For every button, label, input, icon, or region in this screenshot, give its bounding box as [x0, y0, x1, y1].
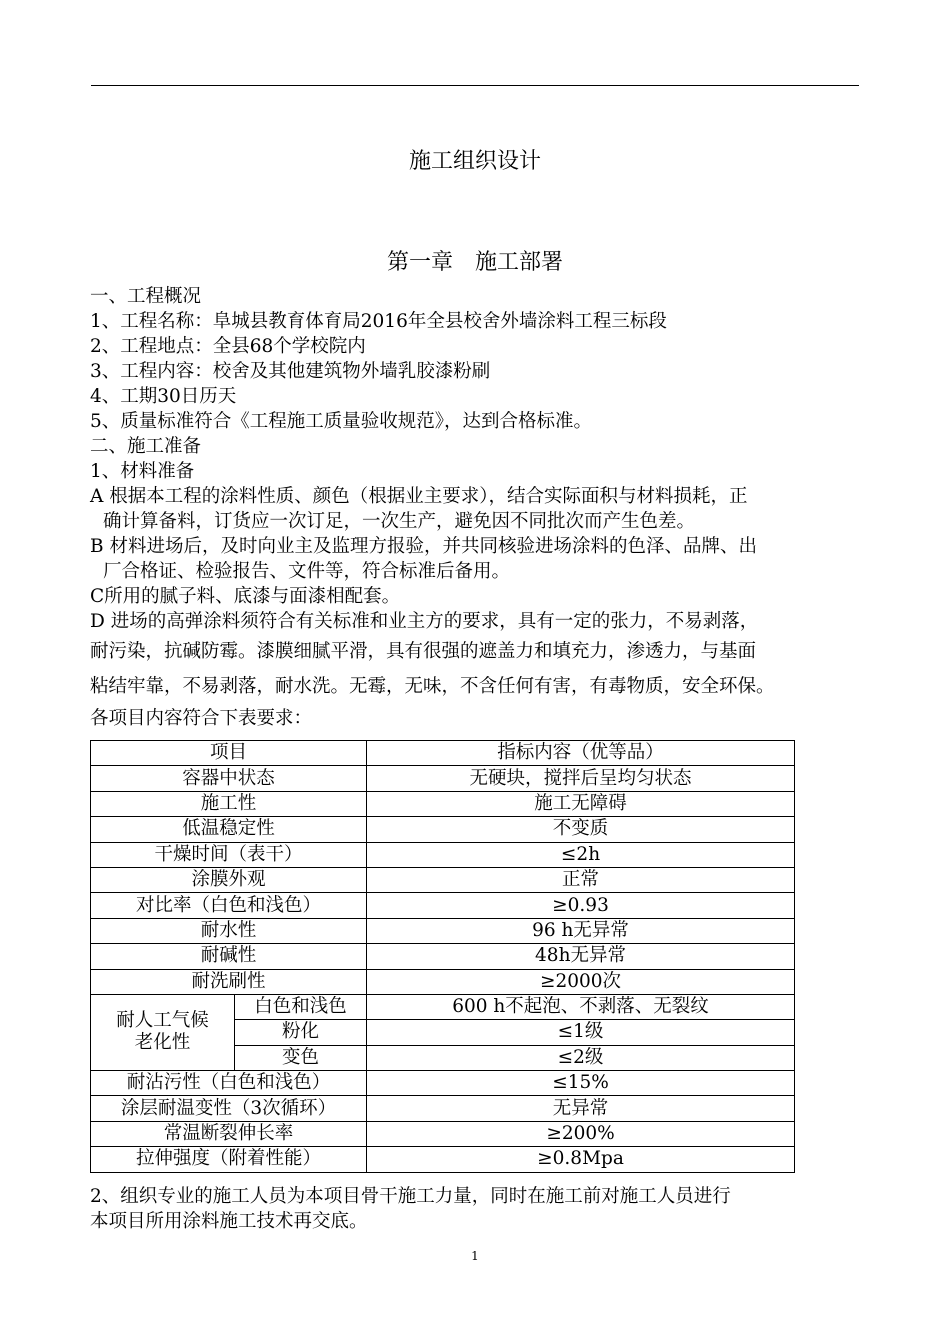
- paragraph-line: 确计算备料，订货应一次订足，一次生产，避免因不同批次而产生色差。: [103, 511, 696, 532]
- table-row: [91, 994, 795, 1019]
- table-header-cell: 指标内容（优等品）: [367, 741, 795, 766]
- project-name-line: 1、工程名称：阜城县教育体育局2016年全县校舍外墙涂料工程三标段: [90, 311, 667, 332]
- table-row: [91, 766, 795, 791]
- table-cell: 拉伸强度（附着性能）: [91, 1147, 367, 1172]
- table-cell: 正常: [367, 867, 795, 892]
- table-cell: ≥2000次: [367, 969, 795, 994]
- table-header-row: [91, 741, 795, 766]
- table-cell: 干燥时间（表干）: [91, 842, 367, 867]
- table-row: [91, 791, 795, 816]
- table-cell: 对比率（白色和浅色）: [91, 893, 367, 918]
- table-cell: ≤15%: [367, 1071, 795, 1096]
- table-cell: 无异常: [367, 1096, 795, 1121]
- table-cell: 低温稳定性: [91, 817, 367, 842]
- table-cell: 无硬块，搅拌后呈均匀状态: [367, 766, 795, 791]
- table-cell: 48h无异常: [367, 944, 795, 969]
- table-row: [91, 1096, 795, 1121]
- section-heading: 一、工程概况: [90, 286, 202, 307]
- table-row: [91, 893, 795, 918]
- table-cell: ≤1级: [367, 1020, 795, 1045]
- table-row: [91, 842, 795, 867]
- paragraph-line: 粘结牢靠，不易剥落，耐水洗。无霉，无味，不含任何有害，有毒物质，安全环保。: [90, 676, 775, 697]
- table-cell: 不变质: [367, 817, 795, 842]
- paragraph-line: 各项目内容符合下表要求：: [90, 708, 313, 729]
- table-cell: 施工性: [91, 791, 367, 816]
- group-label-cell: [91, 994, 235, 1070]
- table-cell: ≤2h: [367, 842, 795, 867]
- table-header-cell: 项目: [91, 741, 367, 766]
- table-cell: 耐水性: [91, 918, 367, 943]
- table-cell: 白色和浅色: [235, 994, 367, 1019]
- table-row: [91, 969, 795, 994]
- spec-table: [90, 740, 795, 1173]
- project-duration-line: 4、工期30日历天: [90, 386, 237, 407]
- project-location-line: 2、工程地点：全县68个学校院内: [90, 336, 366, 357]
- body-text: [90, 284, 870, 734]
- table-row: [91, 1071, 795, 1096]
- chapter-title: 第一章 施工部署: [386, 250, 563, 275]
- paragraph-line: C所用的腻子料、底漆与面漆相配套。: [90, 586, 401, 607]
- paragraph-line: D 进场的高弹涂料须符合有关标准和业主方的要求，具有一定的张力，不易剥落，: [90, 611, 759, 632]
- table-cell: 600 h不起泡、不剥落、无裂纹: [367, 994, 795, 1019]
- paragraph-line: 2、组织专业的施工人员为本项目骨干施工力量，同时在施工前对施工人员进行: [90, 1186, 731, 1207]
- table-cell: 容器中状态: [91, 766, 367, 791]
- table-cell: ≥200%: [367, 1121, 795, 1146]
- table-cell: ≥0.8Mpa: [367, 1147, 795, 1172]
- table-cell: 变色: [235, 1045, 367, 1070]
- closing-text: [90, 1184, 870, 1234]
- table-row: [91, 867, 795, 892]
- table-row: [91, 817, 795, 842]
- group-label-line: 耐人工气候: [116, 1010, 209, 1032]
- paragraph-line: 耐污染，抗碱防霉。漆膜细腻平滑，具有很强的遮盖力和填充力，渗透力，与基面: [90, 641, 757, 662]
- table-cell: 施工无障碍: [367, 791, 795, 816]
- paragraph-line: A 根据本工程的涂料性质、颜色（根据业主要求），结合实际面积与材料损耗，正: [90, 486, 748, 507]
- table-row: [91, 944, 795, 969]
- page-number: 1: [471, 1249, 479, 1263]
- table-cell: 常温断裂伸长率: [91, 1121, 367, 1146]
- quality-standard-line: 5、质量标准符合《工程施工质量验收规范》，达到合格标准。: [90, 411, 593, 432]
- paragraph-line: 厂合格证、检验报告、文件等，符合标准后备用。: [103, 561, 511, 582]
- table-cell: 耐碱性: [91, 944, 367, 969]
- group-label-line: 老化性: [134, 1032, 191, 1054]
- header-rule: [91, 85, 859, 86]
- section-heading: 二、施工准备: [90, 436, 202, 457]
- table-cell: 涂层耐温变性（3次循环）: [91, 1096, 367, 1121]
- table-row: [91, 1147, 795, 1172]
- table-cell: 96 h无异常: [367, 918, 795, 943]
- project-content-line: 3、工程内容：校舍及其他建筑物外墙乳胶漆粉刷: [90, 361, 491, 382]
- table-cell: ≥0.93: [367, 893, 795, 918]
- subsection-heading: 1、材料准备: [90, 461, 195, 482]
- table-row: [91, 918, 795, 943]
- table-cell: 粉化: [235, 1020, 367, 1045]
- paragraph-line: 本项目所用涂料施工技术再交底。: [90, 1211, 368, 1232]
- document-title: 施工组织设计: [408, 149, 541, 174]
- table-cell: 耐洗刷性: [91, 969, 367, 994]
- table-cell: 涂膜外观: [91, 867, 367, 892]
- paragraph-line: B 材料进场后，及时向业主及监理方报验，并共同核验进场涂料的色泽、品牌、出: [90, 536, 757, 557]
- table-cell: 耐沾污性（白色和浅色）: [91, 1071, 367, 1096]
- table-cell: ≤2级: [367, 1045, 795, 1070]
- table-row: [91, 1121, 795, 1146]
